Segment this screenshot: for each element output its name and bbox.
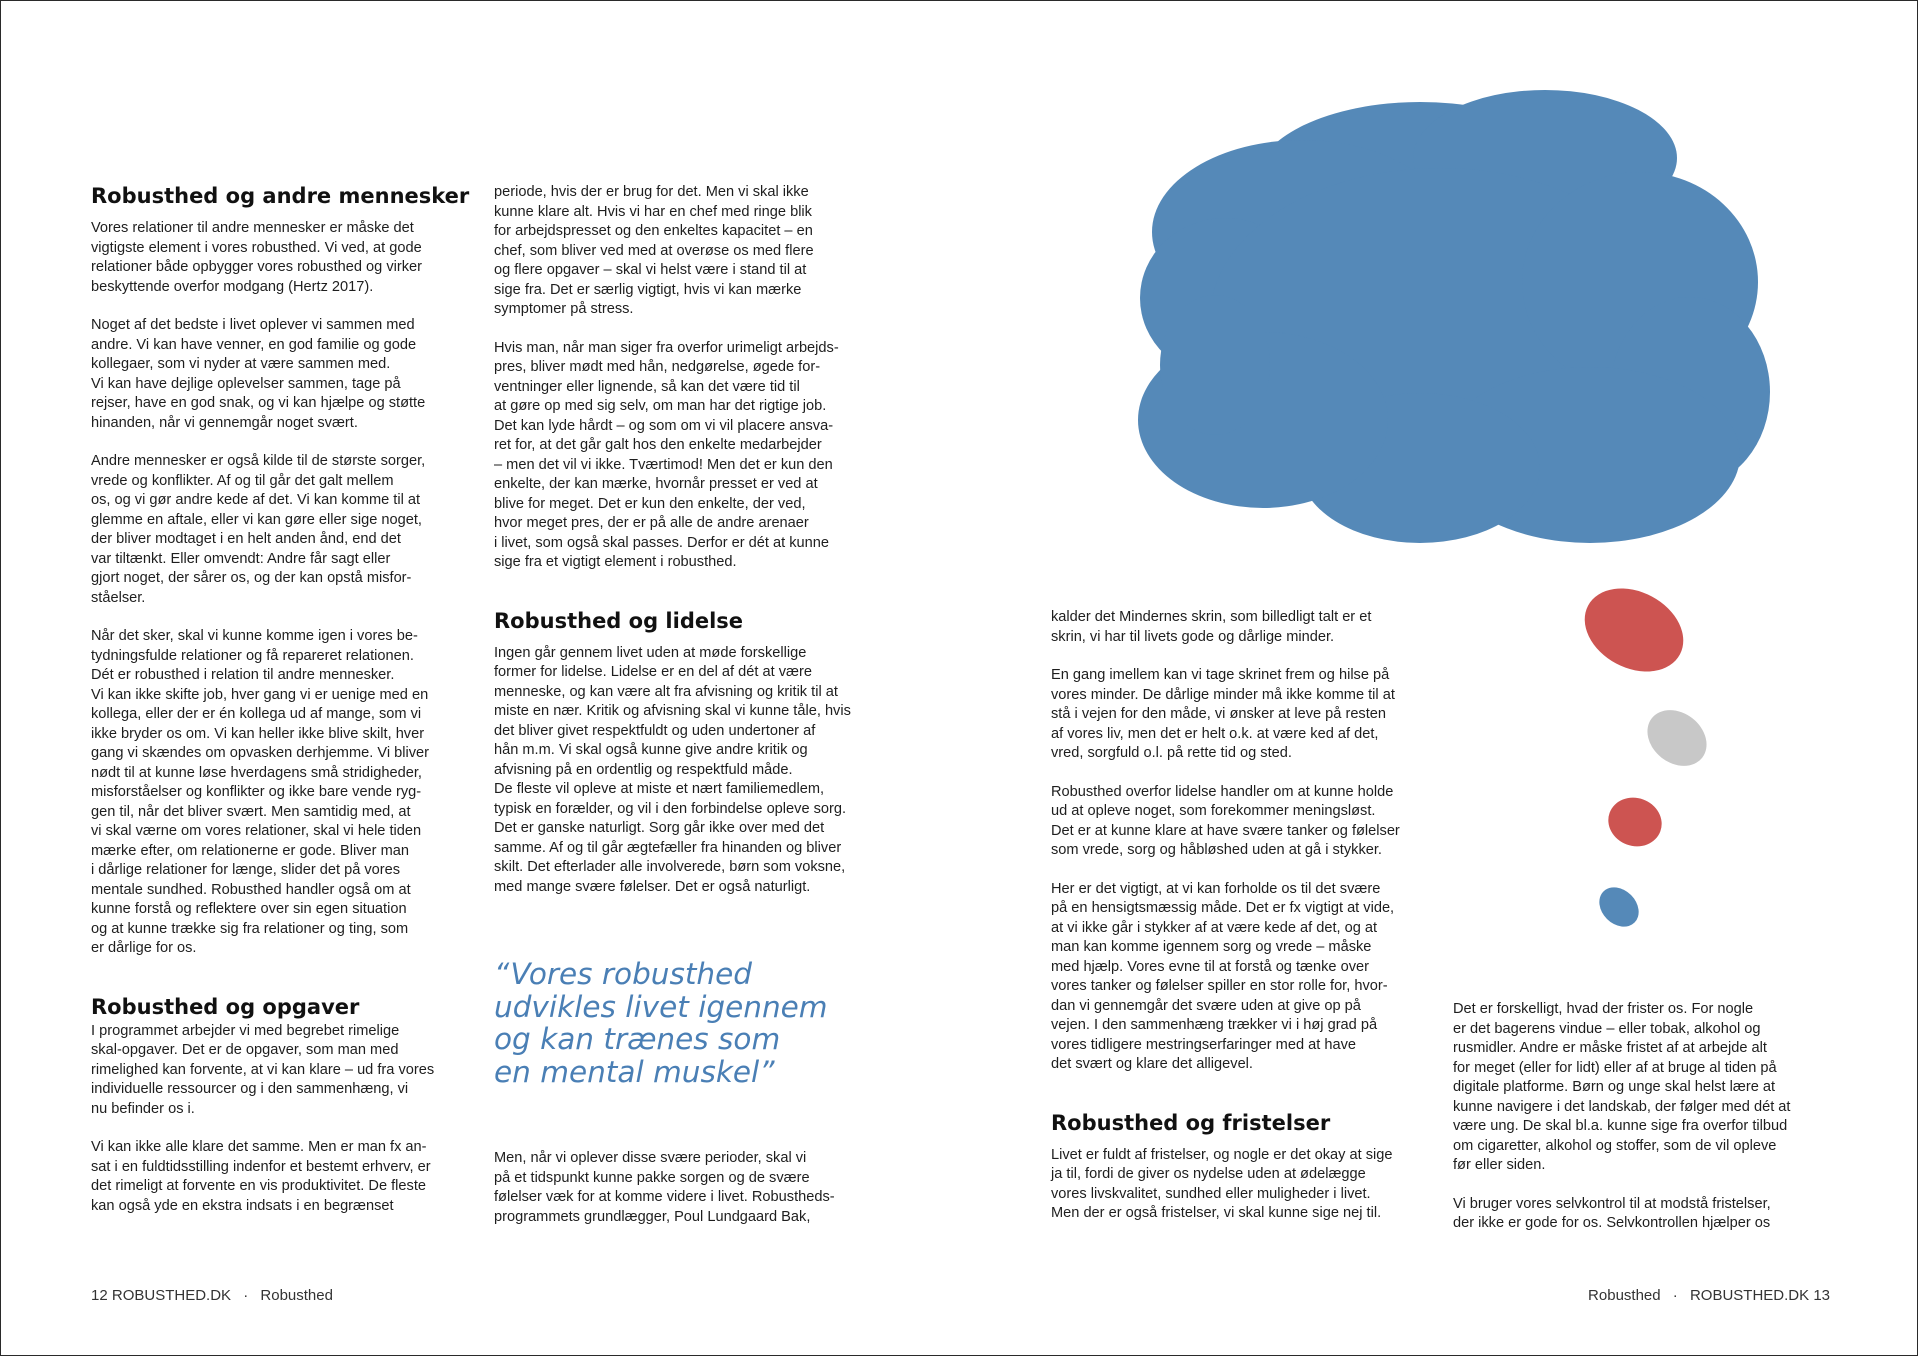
paragraph: Andre mennesker er også kilde til de største sorger, vrede og konflikter. Af og til går det galt mellem os, og vi gør andre kede af det. Vi kan komme til at glemme en aftale, eller vi kan gøre eller sige noget, der bliver modtaget i en helt anden ånd, end det var tiltænkt. Eller omvendt: Andre får sagt eller gjort noget, der sårer os, og der kan opstå misfor- ståelser. [91, 453, 426, 606]
section-name: Robusthed [260, 1287, 333, 1304]
paragraph: Noget af det bedste i livet oplever vi sammen med andre. Vi kan have venner, en god familie og gode kollegaer, som vi nyder at være sammen med. Vi kan have dejlige oplevelser sammen, tage på rejser, have en god snak, og vi kan hjælpe og støtte hinanden, når vi gennemgår noget svært. [91, 317, 426, 431]
right-column-1 [1051, 608, 1451, 1243]
blue-thought-dot [1591, 879, 1646, 934]
page-number: 12 [91, 1287, 108, 1304]
section-name: Robusthed [1588, 1287, 1661, 1304]
paragraph: Robusthed overfor lidelse handler om at kunne holde ud at opleve noget, som forekommer meningsløst. Det er at kunne klare at have svære tanker og følelser som vrede, sorg og håbløshed uden at gå i stykker. [1051, 783, 1400, 858]
paragraph: periode, hvis der er brug for det. Men vi skal ikke kunne klare alt. Hvis vi har en chef med ringe blik for arbejdspresset og den enkeltes kapacitet – en chef, som bliver ved med at overøse os med flere og flere opgaver – skal vi helst være i stand til at sige fra. Det er særlig vigtigt, hvis vi kan mærke symptomer på stress. [494, 184, 814, 317]
paragraph: Vi bruger vores selvkontrol til at modstå fristelser, der ikke er gode for os. Selvkontrollen hjælper os [1453, 1195, 1771, 1231]
thought-cloud [1138, 90, 1770, 543]
site-name: ROBUSTHED.DK [1689, 1287, 1810, 1304]
paragraph: Hvis man, når man siger fra overfor urimeligt arbejds- pres, bliver mødt med hån, nedgørelse, øgede for- ventninger eller lignende, så kan det være tid til at gøre op med sig selv, om man har det rigtige job. Det kan lyde hårdt – og som om vi vil placere ansva- ret for, at det går galt hos den enkelte medarbejder – men det vil vi ikke. Tværtimod! Men det er kun den enkelte, der kan mærke, hvornår presset er ved at blive for meget. Det er kun den enkelte, der ved, hvor meget pres, der er på alle de andre arenaer i livet, som også skal passes. Derfor er dét at kunne sige fra et vigtigt element i robusthed. [494, 339, 839, 570]
left-column-2 [494, 183, 894, 916]
paragraph: Livet er fuldt af fristelser, og nogle er det okay at sige ja til, fordi de giver os nydelse uden at ødelægge vores livskvalitet, sundhed eller muligheder i livet. Men der er også fristelser, vi skal kunne sige nej til. [1051, 1146, 1393, 1221]
separator-dot: · [243, 1287, 249, 1304]
paragraph: En gang imellem kan vi tage skrinet frem og hilse på vores minder. De dårlige minder må ikke komme til at stå i vejen for den måde, vi ønsker at leve på resten af vores liv, men det er helt o.k. at være ked af det, vred, sorgfuld o.l. på rette tid og sted. [1051, 667, 1395, 761]
paragraph: Men, når vi oplever disse svære perioder, skal vi på et tidspunkt kunne pakke sorgen og de svære følelser væk for at komme videre i livet. Robustheds- programmets grundlægger, Poul Lundgaard Bak, [494, 1150, 835, 1225]
site-name: ROBUSTHED.DK [111, 1287, 232, 1304]
right-page-footer [1588, 1287, 1830, 1304]
paragraph: kalder det Mindernes skrin, som billedligt talt er et skrin, vi har til livets gode og dårlige minder. [1051, 609, 1372, 645]
heading-robusthed-fristelser: Robusthed og fristelser [1051, 1110, 1331, 1135]
paragraph: Når det sker, skal vi kunne komme igen i vores be- tydningsfulde relationer og få repareret relationen. Dét er robusthed i relation til andre mennesker. Vi kan ikke skifte job, hver gang vi er uenige med en kollega, eller der er én kollega ud af mange, som vi ikke bryder os om. Vi kan heller ikke blive skilt, hver gang vi skændes om opvasken derhjemme. Vi bliver nødt til at kunne løse hverdagens små stridigheder, misforståelser og konflikter og ikke bare vende ryg- gen til, når det bliver svært. Men samtidig med, at vi skal værne om vores relationer, skal vi hele tiden mærke efter, om relationerne er gode. Bliver man i dårlige relationer for længe, slider det på vores mentale sundhed. Robusthed handler også om at kunne forstå og reflektere over sin egen situation og at kunne trække sig fra relationer og ting, som er dårlige for os. [91, 628, 429, 956]
paragraph: Ingen går gennem livet uden at møde forskellige former for lidelse. Lidelse er en del af dét at være menneske, og kan være alt fra afvisning og kritik til at miste en nær. Kritik og afvisning skal vi kunne tåle, hvis det bliver givet respektfuldt og uden undertoner af hån m.m. Vi skal også kunne give andre kritik og afvisning på en ordentlig og respektfuld måde. De fleste vil opleve at miste et nært familiemedlem, typisk en forælder, og vil i den forbindelse opleve sorg. Det er ganske naturligt. Sorg går ikke over med det samme. Af og til går ægtefæller fra hinanden og bliver skilt. Det efterlader alle involverede, børn som voksne, med mange svære følelser. Det er også naturligt. [494, 644, 851, 895]
paragraph: Her er det vigtigt, at vi kan forholde os til det svære på en hensigtsmæssig måde. Det er fx vigtigt at vide, at vi ikke går i stykker af at være kede af det, og at man kan komme igennem sorg og vrede – måske med hjælp. Vores evne til at forstå og tænke over vores tanker og følelser spiller en stor rolle for, hvor- dan vi gennemgår det svære uden at give op på vejen. I den sammenhæng trækker vi i høj grad på vores tidligere mestringserfaringer med at have det svært og klare det alligevel. [1051, 880, 1395, 1072]
paragraph: I programmet arbejder vi med begrebet rimelige skal-opgaver. Det er de opgaver, som man med rimelighed kan forvente, at vi kan klare – ud fra vores individuelle ressourcer og i den sammenhæng, vi nu befinder os i. [91, 1022, 435, 1117]
heading-robusthed-lidelse: Robusthed og lidelse [494, 608, 744, 633]
gray-thought-dot [1636, 699, 1717, 778]
red-thought-dot-small [1601, 790, 1668, 854]
red-thought-dot-large [1570, 572, 1698, 688]
heading-robusthed-andre-mennesker: Robusthed og andre mennesker [91, 184, 470, 208]
left-column-2-bottom [494, 1149, 894, 1246]
pull-quote: “Vores robusthed udvikles livet igennem og kan trænes som en mental muskel” [494, 957, 828, 1089]
paragraph: Vores relationer til andre mennesker er måske det vigtigste element i vores robusthed. Vi ved, at gode relationer både opbygger vores robusthed og virker beskyttende overfor modgang (Hertz 2017). [91, 220, 422, 295]
paragraph: Det er forskelligt, hvad der frister os. For nogle er det bagerens vindue – eller tobak, alkohol og rusmidler. Andre er måske fristet af at arbejde alt for meget (eller for lidt) eller af at bruge al tiden på digitale platforme. Børn og unge skal helst lære at kunne navigere i det landskab, der følger med dét at være ung. De skal bl.a. kunne sige fra overfor tilbud om cigaretter, alkohol og stoffer, som de vil opleve før eller siden. [1453, 1001, 1791, 1173]
left-page-footer [91, 1287, 333, 1304]
left-column-1 [91, 183, 486, 1235]
page-number: 13 [1813, 1287, 1830, 1304]
separator-dot: · [1672, 1287, 1678, 1304]
right-column-2 [1453, 1000, 1843, 1253]
heading-robusthed-opgaver: Robusthed og opgaver [91, 994, 360, 1019]
paragraph: Vi kan ikke alle klare det samme. Men er man fx an- sat i en fuldtidsstilling indenfor et bestemt erhverv, er det rimeligt at forvente en vis produktivitet. De fleste kan også yde en ekstra indsats i en begrænset [91, 1139, 431, 1214]
